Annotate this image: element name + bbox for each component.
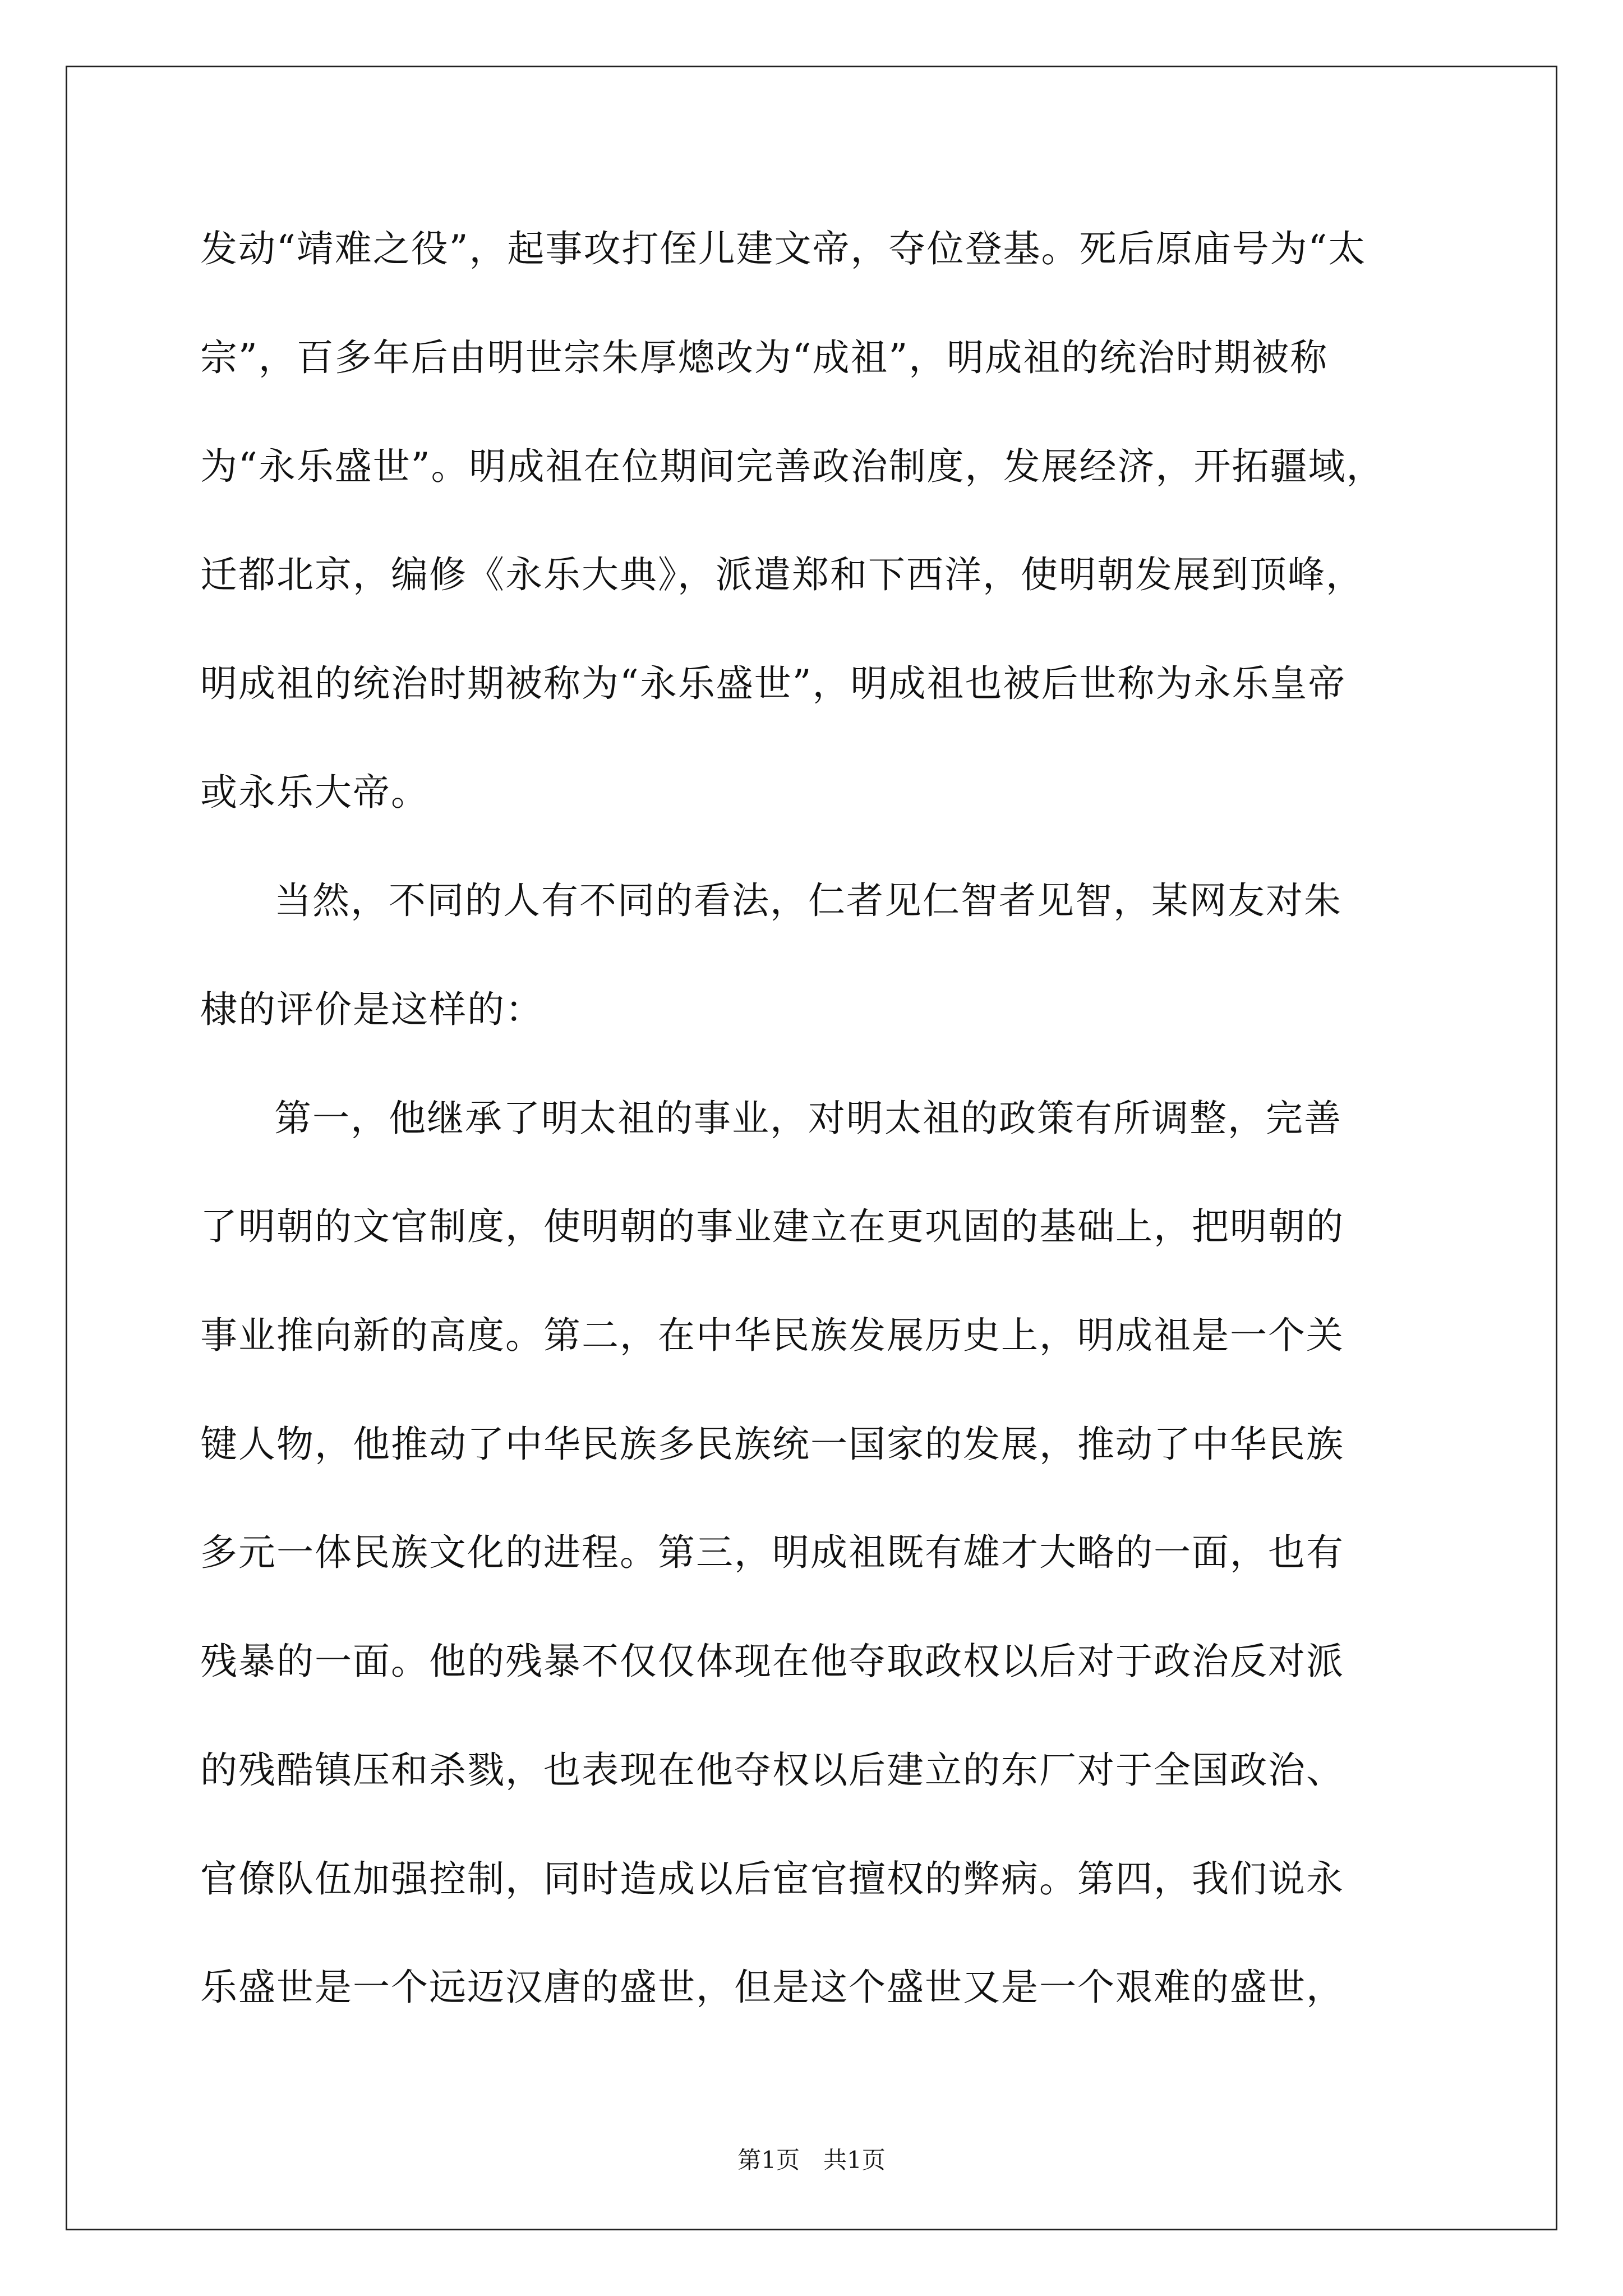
text-line-3: 为“永乐盛世”。明成祖在位期间完善政治制度，发展经济，开拓疆域， xyxy=(200,445,1385,488)
text-line-12: 键人物，他推动了中华民族多民族统一国家的发展，推动了中华民族 xyxy=(200,1423,1344,1466)
page-border xyxy=(66,66,1557,2230)
text-line-4: 迁都北京，编修《永乐大典》，派遣郑和下西洋，使明朝发展到顶峰， xyxy=(200,553,1364,596)
text-line-2: 宗”，百多年后由明世宗朱厚熜改为“成祖”，明成祖的统治时期被称 xyxy=(200,336,1329,379)
text-line-7: 当然，不同的人有不同的看法，仁者见仁智者见智，某网友对朱 xyxy=(274,879,1342,922)
page-footer: 第1页 共1页 xyxy=(737,2146,886,2174)
text-line-1: 发动“靖难之役”，起事攻打侄儿建文帝，夺位登基。死后原庙号为“太 xyxy=(200,227,1367,270)
text-line-15: 的残酷镇压和杀戮，也表现在他夺权以后建立的东厂对于全国政治、 xyxy=(200,1749,1344,1792)
text-line-17: 乐盛世是一个远迈汉唐的盛世，但是这个盛世又是一个艰难的盛世， xyxy=(200,1966,1344,2009)
text-line-16: 官僚队伍加强控制，同时造成以后宦官擅权的弊病。第四，我们说永 xyxy=(200,1857,1344,1901)
text-line-11: 事业推向新的高度。第二，在中华民族发展历史上，明成祖是一个关 xyxy=(200,1314,1344,1357)
text-line-5: 明成祖的统治时期被称为“永乐盛世”，明成祖也被后世称为永乐皇帝 xyxy=(200,662,1347,705)
text-line-6: 或永乐大帝。 xyxy=(200,771,429,814)
text-line-13: 多元一体民族文化的进程。第三，明成祖既有雄才大略的一面，也有 xyxy=(200,1531,1344,1574)
text-line-14: 残暴的一面。他的残暴不仅仅体现在他夺取政权以后对于政治反对派 xyxy=(200,1640,1344,1683)
text-line-10: 了明朝的文官制度，使明朝的事业建立在更巩固的基础上，把明朝的 xyxy=(200,1205,1344,1248)
text-line-9: 第一，他继承了明太祖的事业，对明太祖的政策有所调整，完善 xyxy=(274,1097,1342,1140)
text-line-8: 棣的评价是这样的： xyxy=(200,988,543,1031)
